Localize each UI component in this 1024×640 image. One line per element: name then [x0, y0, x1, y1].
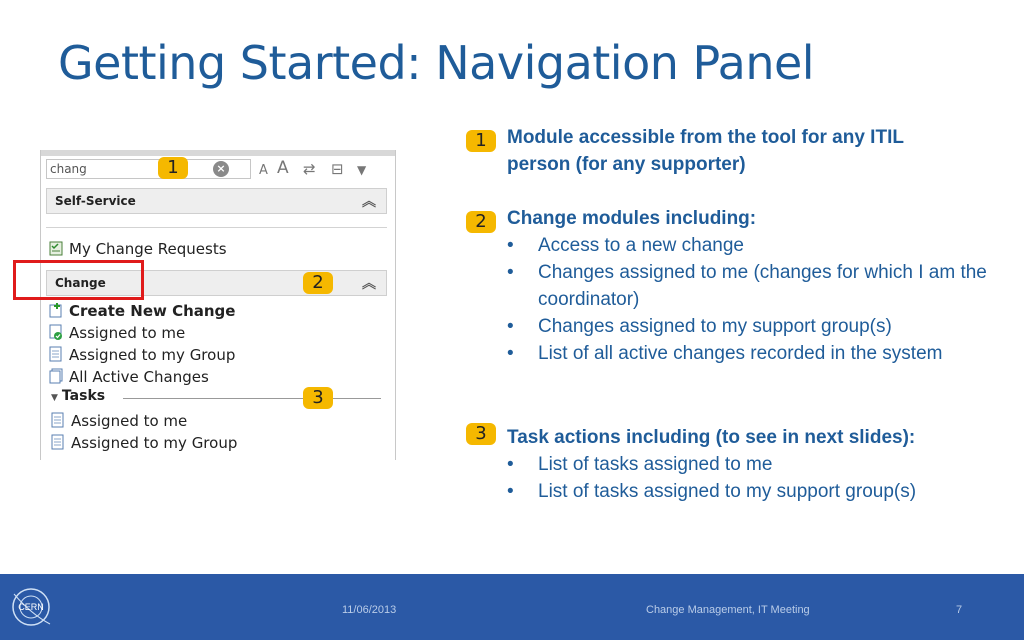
footer-date: 11/06/2013: [342, 604, 397, 616]
refresh-icon[interactable]: ⇄: [303, 160, 316, 178]
expand-triangle-icon[interactable]: ▼: [51, 393, 58, 403]
note-badge-1: 1: [466, 130, 496, 152]
cern-logo-icon: [10, 584, 52, 630]
document-icon: [49, 346, 63, 362]
bullet-text: Changes assigned to my support group(s): [538, 316, 892, 337]
collapse-chevron-icon[interactable]: ︽: [362, 194, 376, 210]
callout-badge-2: 2: [303, 272, 333, 294]
self-service-header-label: Self-Service: [55, 194, 136, 208]
nav-item-create-new-change[interactable]: [49, 302, 235, 320]
tasks-header[interactable]: [51, 388, 105, 404]
nav-item-tasks-assigned-to-me[interactable]: [51, 412, 187, 430]
nav-item-label: Create New Change: [69, 302, 236, 320]
clear-search-icon[interactable]: ×: [213, 161, 229, 177]
font-decrease-icon[interactable]: A: [259, 163, 268, 178]
note-badge-3: 3: [466, 423, 496, 445]
bullet-text: Changes assigned to me (changes for which I am the coordinator): [538, 262, 987, 310]
panel-menu-icon[interactable]: ▼: [357, 163, 367, 177]
document-icon: [51, 434, 65, 450]
add-document-icon: [49, 302, 63, 318]
bullet-text: List of tasks assigned to my support group(s): [538, 481, 917, 502]
bullet-text: Access to a new change: [538, 235, 744, 256]
note-2-heading: Change modules including:: [507, 208, 757, 229]
checklist-icon: [49, 240, 63, 256]
bullet-text: List of tasks assigned to me: [538, 454, 773, 475]
tasks-header-label: Tasks: [61, 388, 106, 404]
tasks-divider: [123, 398, 381, 399]
change-highlight-box: [13, 260, 144, 300]
collapse-chevron-icon[interactable]: ︽: [362, 276, 376, 292]
navigation-panel: [40, 150, 396, 460]
nav-item-label: My Change Requests: [69, 240, 227, 258]
footer-page-number: 7: [956, 604, 963, 616]
callout-badge-1: 1: [158, 157, 188, 179]
documents-icon: [49, 368, 63, 384]
note-1-line-2: person (for any supporter): [507, 154, 746, 175]
panel-top-border: [41, 150, 395, 156]
nav-item-my-change-requests[interactable]: [49, 240, 227, 258]
nav-item-change-assigned-to-my-group[interactable]: [49, 346, 235, 364]
self-service-header[interactable]: [46, 188, 387, 214]
slide-footer: [0, 574, 1024, 640]
cern-logo-text: CERN: [18, 602, 44, 612]
nav-item-all-active-changes[interactable]: [49, 368, 209, 386]
nav-item-label: Assigned to me: [71, 412, 188, 430]
note-3-heading: Task actions including (to see in next slides):: [507, 427, 916, 448]
bullet-text: List of all active changes recorded in the system: [538, 343, 943, 364]
font-increase-icon[interactable]: A: [277, 158, 289, 178]
callout-badge-3: 3: [303, 387, 333, 409]
change-header-label: Change: [55, 276, 106, 290]
collapse-all-icon[interactable]: ⊟: [331, 160, 344, 178]
slide-title: Getting Started: Navigation Panel: [58, 36, 815, 90]
footer-event: Change Management, IT Meeting: [646, 604, 810, 616]
nav-item-label: Assigned to my Group: [71, 434, 238, 452]
nav-item-change-assigned-to-me[interactable]: [49, 324, 185, 342]
nav-item-label: All Active Changes: [69, 368, 209, 386]
section-divider: [46, 227, 387, 228]
nav-item-label: Assigned to my Group: [69, 346, 236, 364]
note-badge-2: 2: [466, 211, 496, 233]
nav-item-tasks-assigned-to-my-group[interactable]: [51, 434, 237, 452]
document-icon: [51, 412, 65, 428]
nav-item-label: Assigned to me: [69, 324, 186, 342]
note-1-line-1: Module accessible from the tool for any ITIL: [507, 127, 904, 148]
assigned-document-icon: [49, 324, 63, 340]
